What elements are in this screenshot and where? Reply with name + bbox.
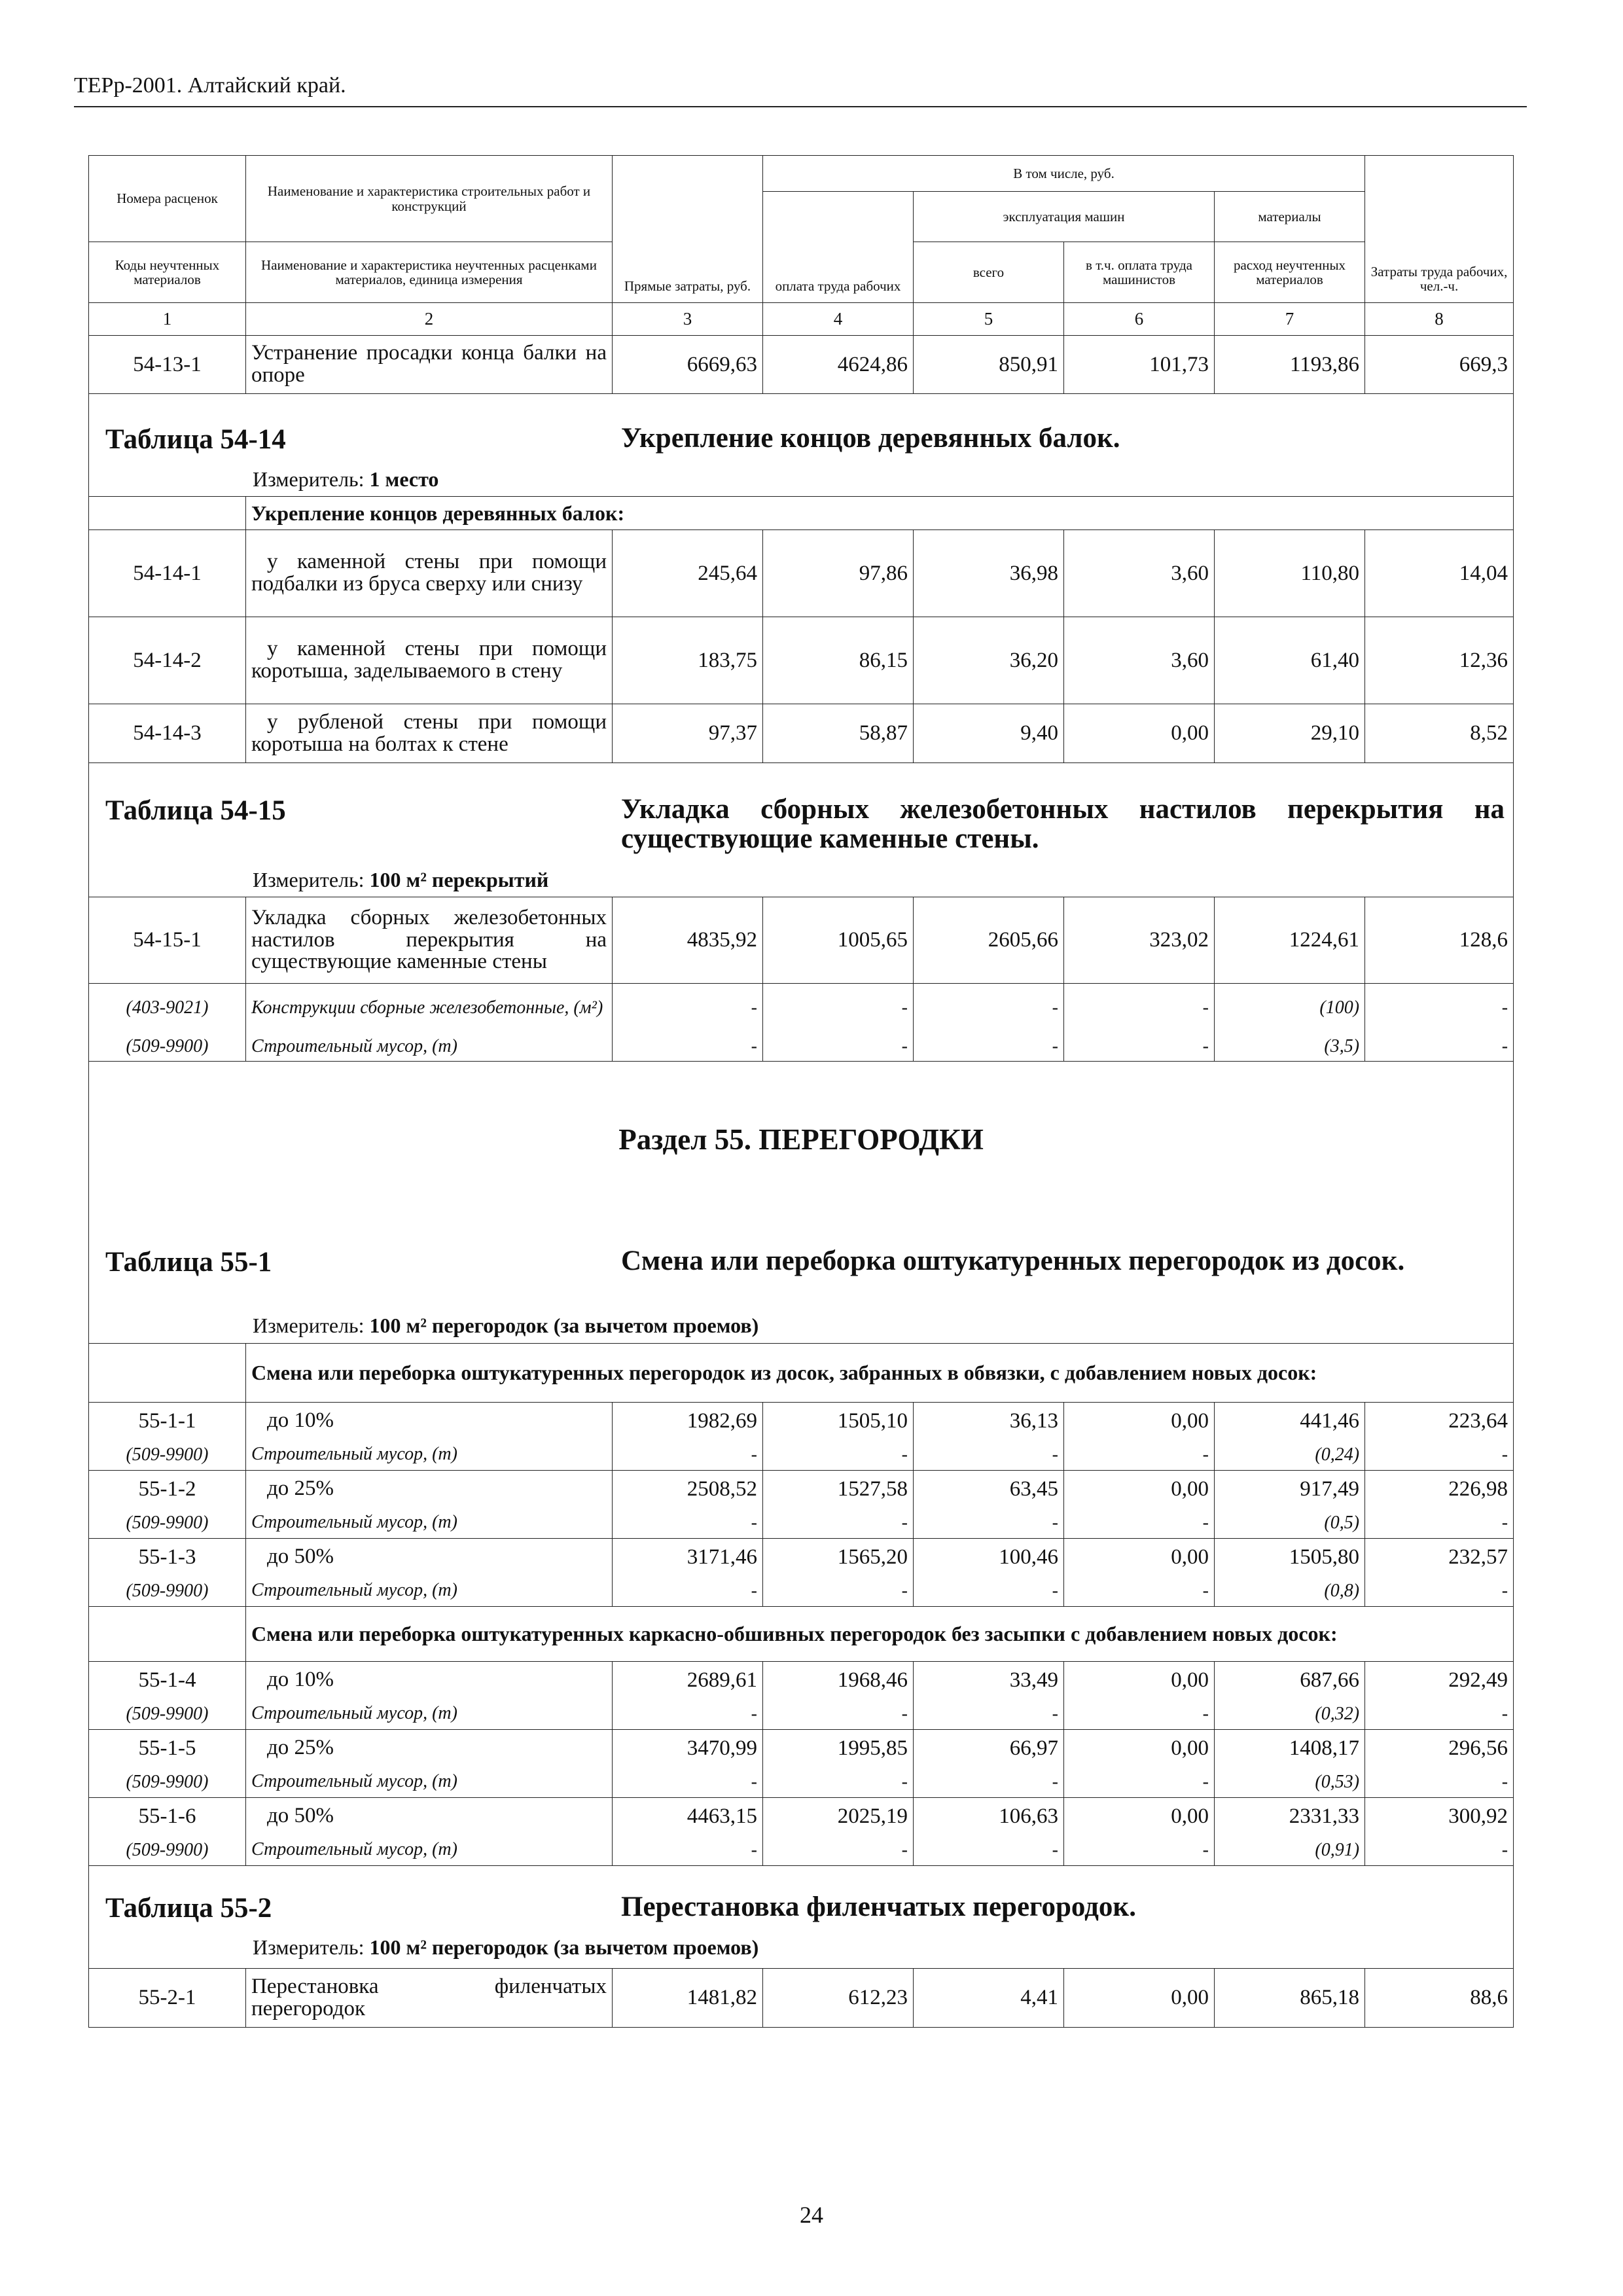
- labor-costs: -: [1365, 1576, 1514, 1607]
- rate-code: 54-14-1: [89, 530, 246, 617]
- machines-total: 36,98: [914, 530, 1064, 617]
- machines-total: -: [914, 1440, 1064, 1471]
- work-name: до 25%: [246, 1471, 613, 1508]
- material-code: (509-9900): [89, 1767, 246, 1798]
- including-head: В том числе, руб.: [763, 156, 1365, 192]
- work-name: до 50%: [246, 1539, 613, 1576]
- material-name: Конструкции сборные железобетонные, (м²): [246, 984, 613, 1033]
- labor-pay: 2025,19: [763, 1798, 914, 1835]
- table-label: Таблица 54-15: [105, 795, 286, 826]
- rate-code: 55-1-4: [89, 1662, 246, 1699]
- column-number: 2: [246, 303, 613, 336]
- materials: 865,18: [1215, 1969, 1365, 2028]
- group-header-row: [89, 497, 1514, 530]
- section-title-row: [89, 1062, 1514, 1344]
- rate-code: 54-14-2: [89, 617, 246, 704]
- rate-code: 55-2-1: [89, 1969, 246, 2028]
- header-rule: [74, 106, 1527, 107]
- measure-unit: Измеритель: 100 м² перегородок (за вычетом проемов): [253, 1314, 759, 1337]
- material-code: (509-9900): [89, 1508, 246, 1539]
- direct-costs-head: Прямые затраты, руб.: [613, 156, 763, 303]
- operators-pay-head: в т.ч. оплата труда машинистов: [1064, 242, 1215, 303]
- measure-unit: Измеритель: 1 место: [253, 467, 439, 491]
- machines-total: -: [914, 984, 1064, 1033]
- material-name: Строительный мусор, (т): [246, 1835, 613, 1866]
- machines-total: 66,97: [914, 1730, 1064, 1767]
- table-row: [89, 530, 1514, 617]
- work-name: Перестановка филенчатых перегородок: [246, 1969, 613, 2028]
- materials: 110,80: [1215, 530, 1365, 617]
- operators-pay: -: [1064, 1508, 1215, 1539]
- rate-code: 55-1-2: [89, 1471, 246, 1508]
- operators-pay: 0,00: [1064, 1969, 1215, 2028]
- machines-head: эксплуатация машин: [914, 192, 1215, 242]
- column-numbers-row: [89, 303, 1514, 336]
- machines-total: 33,49: [914, 1662, 1064, 1699]
- direct-costs: 245,64: [613, 530, 763, 617]
- labor-pay: 1505,10: [763, 1403, 914, 1440]
- labor-pay: -: [763, 1767, 914, 1798]
- material-name: Строительный мусор, (т): [246, 1508, 613, 1539]
- direct-costs: 2508,52: [613, 1471, 763, 1508]
- column-number: 1: [89, 303, 246, 336]
- material-name: Строительный мусор, (т): [246, 1033, 613, 1062]
- labor-costs: -: [1365, 1033, 1514, 1062]
- table-title: Укладка сборных железобетонных настилов перекрытия на существующие каменные стены.: [621, 794, 1505, 855]
- direct-costs: -: [613, 1576, 763, 1607]
- materials: 687,66: [1215, 1662, 1365, 1699]
- rate-code: 54-15-1: [89, 897, 246, 984]
- table-row: [89, 1662, 1514, 1699]
- work-name: Устранение просадки конца балки на опоре: [246, 336, 613, 394]
- labor-costs: 226,98: [1365, 1471, 1514, 1508]
- labor-costs: 14,04: [1365, 530, 1514, 617]
- table-row: [89, 1969, 1514, 2028]
- material-code: (509-9900): [89, 1440, 246, 1471]
- direct-costs: -: [613, 984, 763, 1033]
- direct-costs: 97,37: [613, 704, 763, 763]
- table-title: Укрепление концов деревянных балок.: [621, 423, 1120, 454]
- labor-pay: 1995,85: [763, 1730, 914, 1767]
- labor-costs: -: [1365, 984, 1514, 1033]
- table-row: [89, 897, 1514, 984]
- direct-costs: 1481,82: [613, 1969, 763, 2028]
- direct-costs: 6669,63: [613, 336, 763, 394]
- labor-costs: -: [1365, 1440, 1514, 1471]
- column-number: 3: [613, 303, 763, 336]
- column-number: 8: [1365, 303, 1514, 336]
- rate-code: 55-1-3: [89, 1539, 246, 1576]
- direct-costs: 183,75: [613, 617, 763, 704]
- material-row: [89, 984, 1514, 1033]
- materials: (3,5): [1215, 1033, 1365, 1062]
- work-name: Укладка сборных железобетонных настилов перекрытия на существующие каменные стены: [246, 897, 613, 984]
- group-header: Смена или переборка оштукатуренных каркасно-обшивных перегородок без засыпки с добавлением новых досок:: [246, 1607, 1514, 1662]
- work-name: у рубленой стены при помощи коротыша на болтах к стене: [246, 704, 613, 763]
- machines-total: 100,46: [914, 1539, 1064, 1576]
- materials: 61,40: [1215, 617, 1365, 704]
- direct-costs: -: [613, 1835, 763, 1866]
- operators-pay: 0,00: [1064, 1403, 1215, 1440]
- material-row: [89, 1576, 1514, 1607]
- machines-total: 36,13: [914, 1403, 1064, 1440]
- materials: (0,32): [1215, 1699, 1365, 1730]
- col2-head-bottom: Наименование и характеристика неучтенных расценками материалов, единица измерения: [246, 242, 613, 303]
- material-name: Строительный мусор, (т): [246, 1576, 613, 1607]
- group-header-row: [89, 1607, 1514, 1662]
- operators-pay: -: [1064, 984, 1215, 1033]
- direct-costs: 3470,99: [613, 1730, 763, 1767]
- machines-total-head: всего: [914, 242, 1064, 303]
- table-row: [89, 1539, 1514, 1576]
- col2-head-top: Наименование и характеристика строительных работ и конструкций: [246, 156, 613, 242]
- section-title: Раздел 55. ПЕРЕГОРОДКИ: [618, 1123, 984, 1156]
- operators-pay: -: [1064, 1440, 1215, 1471]
- machines-total: 2605,66: [914, 897, 1064, 984]
- material-code: (403-9021): [89, 984, 246, 1033]
- operators-pay: -: [1064, 1699, 1215, 1730]
- table-title-row: [89, 763, 1514, 897]
- table-row: [89, 617, 1514, 704]
- table-title-row: [89, 394, 1514, 497]
- work-name: до 10%: [246, 1662, 613, 1699]
- labor-costs: 8,52: [1365, 704, 1514, 763]
- operators-pay: 323,02: [1064, 897, 1215, 984]
- table-row: [89, 704, 1514, 763]
- materials: 441,46: [1215, 1403, 1365, 1440]
- direct-costs: -: [613, 1767, 763, 1798]
- labor-pay: -: [763, 984, 914, 1033]
- labor-costs-head: Затраты труда рабочих, чел.-ч.: [1365, 156, 1514, 303]
- table-row: [89, 1730, 1514, 1767]
- material-row: [89, 1508, 1514, 1539]
- materials: 1408,17: [1215, 1730, 1365, 1767]
- work-name: у каменной стены при помощи коротыша, заделываемого в стену: [246, 617, 613, 704]
- table-title-row: [89, 1866, 1514, 1969]
- rate-code: 54-14-3: [89, 704, 246, 763]
- materials: 1224,61: [1215, 897, 1365, 984]
- table-row: [89, 1403, 1514, 1440]
- labor-costs: 300,92: [1365, 1798, 1514, 1835]
- material-code: (509-9900): [89, 1576, 246, 1607]
- table-row: [89, 1471, 1514, 1508]
- group-header: Смена или переборка оштукатуренных перегородок из досок, забранных в обвязки, с добавлением новых досок:: [246, 1344, 1514, 1403]
- materials: (0,24): [1215, 1440, 1365, 1471]
- table-row: [89, 336, 1514, 394]
- labor-pay: 58,87: [763, 704, 914, 763]
- material-row: [89, 1699, 1514, 1730]
- table-label: Таблица 55-1: [105, 1247, 272, 1278]
- machines-total: -: [914, 1033, 1064, 1062]
- labor-costs: -: [1365, 1835, 1514, 1866]
- measure-unit: Измеритель: 100 м² перекрытий: [253, 868, 549, 891]
- labor-pay-head: оплата труда рабочих: [763, 192, 914, 303]
- labor-pay: -: [763, 1440, 914, 1471]
- material-code: (509-9900): [89, 1699, 246, 1730]
- operators-pay: 0,00: [1064, 704, 1215, 763]
- rate-code: 54-13-1: [89, 336, 246, 394]
- materials-head: материалы: [1215, 192, 1365, 242]
- labor-pay: 612,23: [763, 1969, 914, 2028]
- machines-total: 850,91: [914, 336, 1064, 394]
- direct-costs: 2689,61: [613, 1662, 763, 1699]
- table-title: Смена или переборка оштукатуренных перегородок из досок.: [621, 1246, 1405, 1276]
- machines-total: 9,40: [914, 704, 1064, 763]
- work-name: до 10%: [246, 1403, 613, 1440]
- direct-costs: -: [613, 1508, 763, 1539]
- labor-pay: 4624,86: [763, 336, 914, 394]
- labor-costs: 223,64: [1365, 1403, 1514, 1440]
- rate-code: 55-1-6: [89, 1798, 246, 1835]
- materials: (0,8): [1215, 1576, 1365, 1607]
- material-row: [89, 1033, 1514, 1062]
- labor-costs: 12,36: [1365, 617, 1514, 704]
- material-row: [89, 1835, 1514, 1866]
- labor-pay: 1968,46: [763, 1662, 914, 1699]
- material-code: (509-9900): [89, 1033, 246, 1062]
- labor-pay: 1565,20: [763, 1539, 914, 1576]
- direct-costs: -: [613, 1440, 763, 1471]
- materials: (0,91): [1215, 1835, 1365, 1866]
- labor-pay: 97,86: [763, 530, 914, 617]
- labor-pay: 86,15: [763, 617, 914, 704]
- labor-costs: 232,57: [1365, 1539, 1514, 1576]
- materials: 1193,86: [1215, 336, 1365, 394]
- direct-costs: 3171,46: [613, 1539, 763, 1576]
- table-label: Таблица 55-2: [105, 1893, 272, 1924]
- direct-costs: -: [613, 1033, 763, 1062]
- machines-total: -: [914, 1699, 1064, 1730]
- material-name: Строительный мусор, (т): [246, 1440, 613, 1471]
- machines-total: 4,41: [914, 1969, 1064, 2028]
- labor-pay: 1005,65: [763, 897, 914, 984]
- labor-costs: 128,6: [1365, 897, 1514, 984]
- col1-head-top: Номера расценок: [89, 156, 246, 242]
- measure-unit: Измеритель: 100 м² перегородок (за вычетом проемов): [253, 1935, 759, 1959]
- material-name: Строительный мусор, (т): [246, 1767, 613, 1798]
- table-label: Таблица 54-14: [105, 424, 286, 455]
- unaccounted-materials-head: расход неучтенных материалов: [1215, 242, 1365, 303]
- machines-total: -: [914, 1767, 1064, 1798]
- direct-costs: 1982,69: [613, 1403, 763, 1440]
- materials: 29,10: [1215, 704, 1365, 763]
- materials: (0,5): [1215, 1508, 1365, 1539]
- material-code: (509-9900): [89, 1835, 246, 1866]
- column-number: 5: [914, 303, 1064, 336]
- labor-costs: -: [1365, 1699, 1514, 1730]
- column-number: 6: [1064, 303, 1215, 336]
- operators-pay: 0,00: [1064, 1539, 1215, 1576]
- operators-pay: -: [1064, 1835, 1215, 1866]
- group-header-row: [89, 1344, 1514, 1403]
- work-name: у каменной стены при помощи подбалки из бруса сверху или снизу: [246, 530, 613, 617]
- operators-pay: -: [1064, 1576, 1215, 1607]
- labor-costs: 296,56: [1365, 1730, 1514, 1767]
- machines-total: 106,63: [914, 1798, 1064, 1835]
- direct-costs: 4463,15: [613, 1798, 763, 1835]
- materials: 1505,80: [1215, 1539, 1365, 1576]
- material-name: Строительный мусор, (т): [246, 1699, 613, 1730]
- work-name: до 25%: [246, 1730, 613, 1767]
- col1-head-bottom: Коды неучтенных материалов: [89, 242, 246, 303]
- running-header: ТЕРр-2001. Алтайский край.: [74, 73, 346, 98]
- operators-pay: 101,73: [1064, 336, 1215, 394]
- labor-costs: -: [1365, 1767, 1514, 1798]
- column-number: 4: [763, 303, 914, 336]
- operators-pay: 3,60: [1064, 530, 1215, 617]
- work-name: до 50%: [246, 1798, 613, 1835]
- labor-costs: 669,3: [1365, 336, 1514, 394]
- direct-costs: -: [613, 1699, 763, 1730]
- rate-code: 55-1-1: [89, 1403, 246, 1440]
- materials: 917,49: [1215, 1471, 1365, 1508]
- labor-pay: -: [763, 1508, 914, 1539]
- labor-costs: -: [1365, 1508, 1514, 1539]
- materials: 2331,33: [1215, 1798, 1365, 1835]
- materials: (0,53): [1215, 1767, 1365, 1798]
- labor-pay: -: [763, 1835, 914, 1866]
- machines-total: -: [914, 1835, 1064, 1866]
- machines-total: -: [914, 1508, 1064, 1539]
- operators-pay: 3,60: [1064, 617, 1215, 704]
- operators-pay: 0,00: [1064, 1798, 1215, 1835]
- machines-total: 63,45: [914, 1471, 1064, 1508]
- rate-code: 55-1-5: [89, 1730, 246, 1767]
- materials: (100): [1215, 984, 1365, 1033]
- labor-pay: -: [763, 1576, 914, 1607]
- price-table: [88, 155, 1514, 2028]
- machines-total: 36,20: [914, 617, 1064, 704]
- labor-costs: 88,6: [1365, 1969, 1514, 2028]
- operators-pay: 0,00: [1064, 1471, 1215, 1508]
- machines-total: -: [914, 1576, 1064, 1607]
- table-title: Перестановка филенчатых перегородок.: [621, 1892, 1136, 1922]
- labor-costs: 292,49: [1365, 1662, 1514, 1699]
- group-header: Укрепление концов деревянных балок:: [246, 497, 1514, 530]
- direct-costs: 4835,92: [613, 897, 763, 984]
- operators-pay: -: [1064, 1033, 1215, 1062]
- operators-pay: -: [1064, 1767, 1215, 1798]
- material-row: [89, 1767, 1514, 1798]
- material-row: [89, 1440, 1514, 1471]
- table-row: [89, 1798, 1514, 1835]
- labor-pay: -: [763, 1699, 914, 1730]
- labor-pay: 1527,58: [763, 1471, 914, 1508]
- labor-pay: -: [763, 1033, 914, 1062]
- operators-pay: 0,00: [1064, 1730, 1215, 1767]
- column-number: 7: [1215, 303, 1365, 336]
- page-number: 24: [800, 2202, 823, 2228]
- operators-pay: 0,00: [1064, 1662, 1215, 1699]
